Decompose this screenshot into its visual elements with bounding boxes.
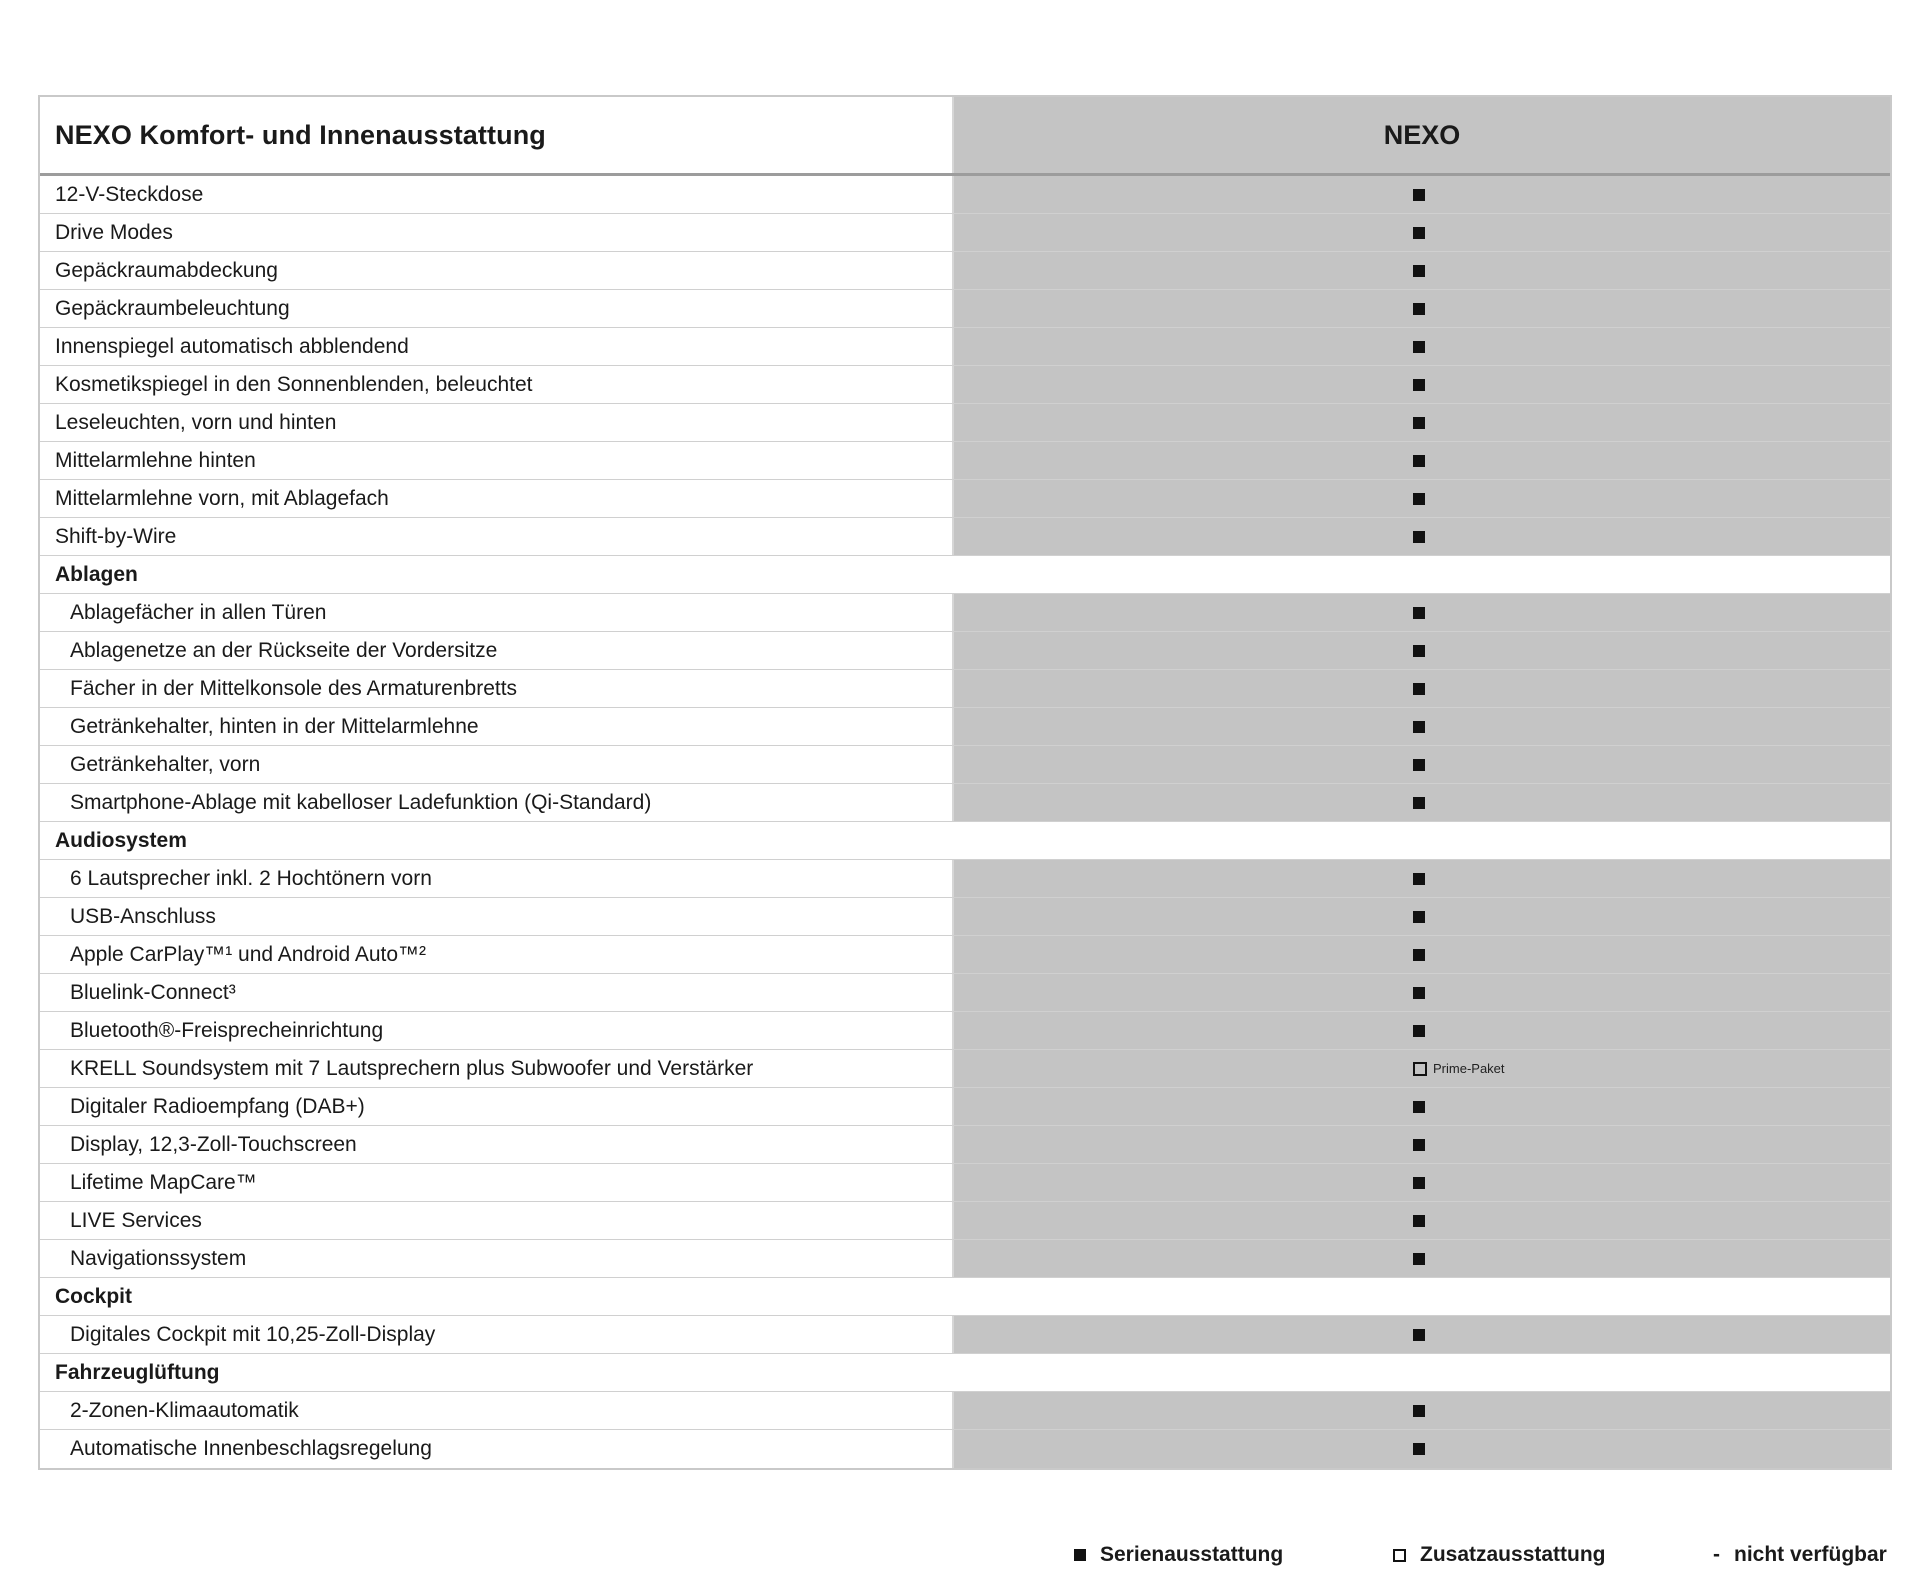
filled-square-icon xyxy=(1413,1329,1425,1341)
filled-square-icon xyxy=(1074,1549,1086,1561)
feature-label: Display, 12,3-Zoll-Touchscreen xyxy=(40,1126,954,1163)
nexo-cell xyxy=(954,480,1890,517)
filled-square-icon xyxy=(1413,759,1425,771)
table-row xyxy=(40,518,1890,556)
section-label: Fahrzeuglüftung xyxy=(55,1360,220,1384)
table-row xyxy=(40,328,1890,366)
feature-label: Ablagefächer in allen Türen xyxy=(40,594,954,631)
table-title: NEXO Komfort- und Innenausstattung xyxy=(40,97,954,173)
empty-square-icon xyxy=(1393,1549,1406,1562)
column-header-nexo: NEXO xyxy=(954,97,1890,173)
feature-label: Mittelarmlehne vorn, mit Ablagefach xyxy=(40,480,954,517)
table-row xyxy=(40,404,1890,442)
feature-label: 2-Zonen-Klimaautomatik xyxy=(40,1392,954,1429)
feature-label: Fächer in der Mittelkonsole des Armaturenbretts xyxy=(40,670,954,707)
nexo-cell xyxy=(954,1126,1890,1163)
filled-square-icon xyxy=(1413,189,1425,201)
table-row xyxy=(40,1126,1890,1164)
feature-label: Getränkehalter, hinten in der Mittelarmlehne xyxy=(40,708,954,745)
feature-label: Bluetooth®-Freisprecheinrichtung xyxy=(40,1012,954,1049)
filled-square-icon xyxy=(1413,531,1425,543)
table-body xyxy=(40,176,1890,1468)
legend-optional-label: Zusatzausstattung xyxy=(1420,1543,1606,1566)
legend-unavailable-label: nicht verfügbar xyxy=(1734,1543,1887,1566)
nexo-cell xyxy=(954,860,1890,897)
legend-unavailable xyxy=(1713,1541,1887,1569)
filled-square-icon xyxy=(1413,607,1425,619)
table-header xyxy=(40,97,1890,176)
feature-label: Ablagenetze an der Rückseite der Vordersitze xyxy=(40,632,954,669)
nexo-cell xyxy=(954,556,1890,593)
feature-label: USB-Anschluss xyxy=(40,898,954,935)
nexo-cell xyxy=(954,822,1890,859)
table-row xyxy=(40,1050,1890,1088)
table-row xyxy=(40,594,1890,632)
filled-square-icon xyxy=(1413,493,1425,505)
feature-label: Shift-by-Wire xyxy=(40,518,954,555)
feature-label: Digitaler Radioempfang (DAB+) xyxy=(40,1088,954,1125)
table-row xyxy=(40,1088,1890,1126)
filled-square-icon xyxy=(1413,455,1425,467)
nexo-cell xyxy=(954,404,1890,441)
nexo-cell xyxy=(954,708,1890,745)
filled-square-icon xyxy=(1413,1215,1425,1227)
feature-label: KRELL Soundsystem mit 7 Lautsprechern plus Subwoofer und Verstärker xyxy=(40,1050,954,1087)
table-row xyxy=(40,1012,1890,1050)
nexo-cell xyxy=(954,328,1890,365)
table-row xyxy=(40,708,1890,746)
table-row xyxy=(40,1316,1890,1354)
empty-square-icon xyxy=(1413,1062,1427,1076)
table-row xyxy=(40,366,1890,404)
table-row xyxy=(40,670,1890,708)
nexo-cell xyxy=(954,936,1890,973)
table-row xyxy=(40,746,1890,784)
feature-label: Gepäckraumabdeckung xyxy=(40,252,954,289)
legend-standard xyxy=(1074,1541,1283,1569)
feature-label: 6 Lautsprecher inkl. 2 Hochtönern vorn xyxy=(40,860,954,897)
package-note: Prime-Paket xyxy=(1433,1061,1505,1076)
section-label: Cockpit xyxy=(55,1284,133,1308)
nexo-cell xyxy=(954,518,1890,555)
filled-square-icon xyxy=(1413,949,1425,961)
feature-label: Gepäckraumbeleuchtung xyxy=(40,290,954,327)
nexo-cell xyxy=(954,1012,1890,1049)
feature-label: Bluelink-Connect³ xyxy=(40,974,954,1011)
table-row xyxy=(40,480,1890,518)
section-row xyxy=(40,822,1890,860)
filled-square-icon xyxy=(1413,341,1425,353)
feature-label: 12-V-Steckdose xyxy=(40,176,954,213)
nexo-cell xyxy=(954,898,1890,935)
filled-square-icon xyxy=(1413,1253,1425,1265)
table-row xyxy=(40,252,1890,290)
nexo-cell xyxy=(954,1240,1890,1277)
table-row xyxy=(40,1430,1890,1468)
section-label: Ablagen xyxy=(55,562,138,586)
nexo-cell xyxy=(954,784,1890,821)
legend-standard-label: Serienausstattung xyxy=(1100,1543,1284,1566)
filled-square-icon xyxy=(1413,1405,1425,1417)
feature-label: Automatische Innenbeschlagsregelung xyxy=(40,1430,954,1468)
legend xyxy=(0,1541,1920,1569)
section-row xyxy=(40,1278,1890,1316)
table-row xyxy=(40,442,1890,480)
filled-square-icon xyxy=(1413,911,1425,923)
table-row xyxy=(40,214,1890,252)
section-label: Audiosystem xyxy=(55,828,187,852)
nexo-cell xyxy=(954,670,1890,707)
feature-label: Apple CarPlay™¹ und Android Auto™² xyxy=(40,936,954,973)
nexo-cell xyxy=(954,1278,1890,1315)
table-row xyxy=(40,936,1890,974)
nexo-cell xyxy=(954,594,1890,631)
section-row xyxy=(40,556,1890,594)
nexo-cell xyxy=(954,252,1890,289)
filled-square-icon xyxy=(1413,1139,1425,1151)
nexo-cell xyxy=(954,176,1890,213)
feature-label: Innenspiegel automatisch abblendend xyxy=(40,328,954,365)
filled-square-icon xyxy=(1413,645,1425,657)
table-row xyxy=(40,974,1890,1012)
filled-square-icon xyxy=(1413,1443,1425,1455)
nexo-cell xyxy=(954,366,1890,403)
nexo-cell xyxy=(954,290,1890,327)
table-row xyxy=(40,898,1890,936)
nexo-cell xyxy=(954,1392,1890,1429)
feature-label: Digitales Cockpit mit 10,25-Zoll-Display xyxy=(40,1316,954,1353)
filled-square-icon xyxy=(1413,987,1425,999)
legend-optional xyxy=(1393,1541,1606,1569)
nexo-cell xyxy=(954,1202,1890,1239)
table-row xyxy=(40,1202,1890,1240)
nexo-cell xyxy=(954,1164,1890,1201)
feature-label: Navigationssystem xyxy=(40,1240,954,1277)
filled-square-icon xyxy=(1413,1177,1425,1189)
feature-label: Kosmetikspiegel in den Sonnenblenden, beleuchtet xyxy=(40,366,954,403)
nexo-cell xyxy=(954,1088,1890,1125)
nexo-cell xyxy=(954,1316,1890,1353)
table-row xyxy=(40,632,1890,670)
filled-square-icon xyxy=(1413,227,1425,239)
dash-icon: - xyxy=(1713,1543,1720,1566)
nexo-cell xyxy=(954,974,1890,1011)
feature-label: Leseleuchten, vorn und hinten xyxy=(40,404,954,441)
nexo-cell xyxy=(954,632,1890,669)
filled-square-icon xyxy=(1413,265,1425,277)
table-row xyxy=(40,176,1890,214)
nexo-cell xyxy=(954,214,1890,251)
filled-square-icon xyxy=(1413,1101,1425,1113)
table-row xyxy=(40,1164,1890,1202)
filled-square-icon xyxy=(1413,683,1425,695)
filled-square-icon xyxy=(1413,797,1425,809)
table-row xyxy=(40,290,1890,328)
section-row xyxy=(40,1354,1890,1392)
feature-label: Smartphone-Ablage mit kabelloser Ladefunktion (Qi-Standard) xyxy=(40,784,954,821)
filled-square-icon xyxy=(1413,873,1425,885)
nexo-cell xyxy=(954,1354,1890,1391)
nexo-cell xyxy=(954,442,1890,479)
filled-square-icon xyxy=(1413,303,1425,315)
table-row xyxy=(40,860,1890,898)
nexo-cell xyxy=(954,1430,1890,1468)
equipment-table xyxy=(38,95,1892,1470)
nexo-cell xyxy=(954,1050,1890,1087)
filled-square-icon xyxy=(1413,379,1425,391)
table-row xyxy=(40,784,1890,822)
nexo-cell xyxy=(954,746,1890,783)
filled-square-icon xyxy=(1413,721,1425,733)
feature-label: LIVE Services xyxy=(40,1202,954,1239)
feature-label: Drive Modes xyxy=(40,214,954,251)
table-row xyxy=(40,1392,1890,1430)
table-row xyxy=(40,1240,1890,1278)
feature-label: Mittelarmlehne hinten xyxy=(40,442,954,479)
filled-square-icon xyxy=(1413,1025,1425,1037)
feature-label: Getränkehalter, vorn xyxy=(40,746,954,783)
filled-square-icon xyxy=(1413,417,1425,429)
feature-label: Lifetime MapCare™ xyxy=(40,1164,954,1201)
